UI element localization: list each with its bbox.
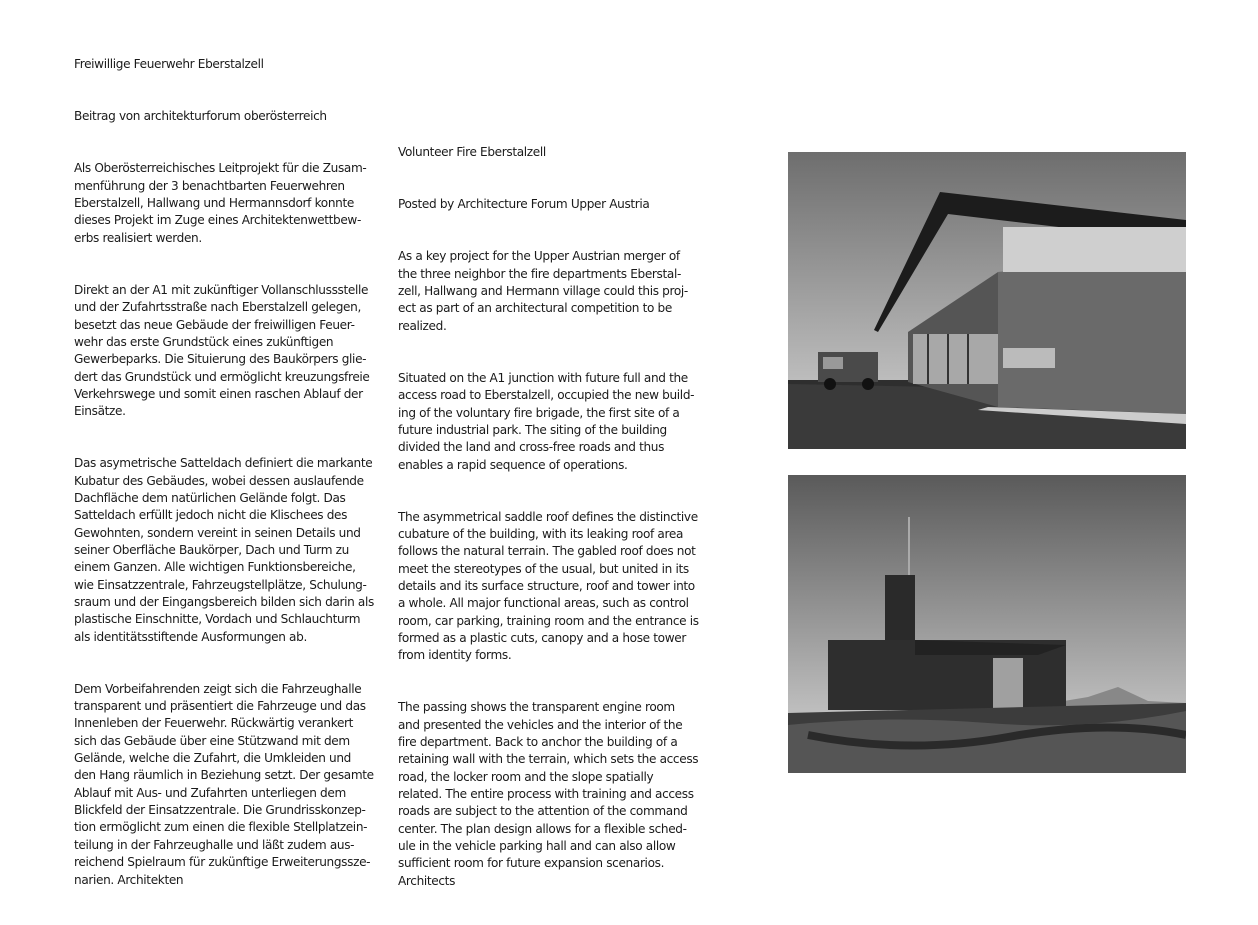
english-text-column bbox=[398, 127, 718, 925]
english-paragraph: The passing shows the transparent engine room and presented the vehicles and the interior of the fire department. Back to anchor the building of a retaining wall with the terrain, which sets the access road, the locker room and the slope spatially related. The entire process with training and access roads are subject to the attention of the command center. The plan design allows for a flexible sched- ule in the vehicle parking hall and can also allow sufficient room for future expansion scenarios. Architects bbox=[398, 700, 699, 888]
english-paragraph: Situated on the A1 junction with future full and the access road to Eberstalzell, occupied the new build- ing of the voluntary fire brigade, the first site of a future industrial park. The siting of the building divided the land and cross-free roads and thus enables a rapid sequence of operations. bbox=[398, 370, 695, 472]
german-byline: Beitrag von architekturforum oberösterreich bbox=[74, 109, 327, 124]
english-paragraph: The asymmetrical saddle roof defines the distinctive cubature of the building, with its leaking roof area follows the natural terrain. The gabled roof does not meet the stereotypes of the usual, but united in its details and its surface structure, roof and tower into a whole. All major functional areas, such as control room, car parking, training room and the entrance is formed as a plastic cuts, canopy and a hose tower from identity forms. bbox=[398, 509, 699, 663]
photo-fire-station-front bbox=[788, 152, 1186, 449]
photo-fire-station-tower bbox=[788, 475, 1186, 773]
english-title: Volunteer Fire Eberstalzell bbox=[398, 145, 546, 160]
german-paragraph: Das asymetrische Satteldach definiert die markante Kubatur des Gebäudes, wobei dessen auslaufende Dachfläche dem natürlichen Gelände folgt. Das Satteldach erfüllt jedoch nicht die Klischees des Gewohnten, sondern vereint in seinen Details und seiner Oberfläche Baukörper, Dach und Turm zu einem Ganzen. Alle wichtigen Funktionsbereiche, wie Einsatzzentrale, Fahrzeugstellplätze, Schulung- sraum und der Eingangsbereich bilden sich darin als plastische Einschnitte, Vordach und Schlauchturm als identitätsstiftende Ausformungen ab. bbox=[74, 456, 374, 644]
english-byline: Posted by Architecture Forum Upper Austria bbox=[398, 197, 650, 212]
english-paragraph: As a key project for the Upper Austrian merger of the three neighbor the fire departments Eberstal- zell, Hallwang and Hermann village could this proj- ect as part of an architectural competition to be realized. bbox=[398, 249, 688, 333]
german-paragraph: Als Oberösterreichisches Leitprojekt für die Zusam- menführung der 3 benachtbarten Feuerwehren Eberstalzell, Hallwang und Hermannsdorf konnte dieses Projekt im Zuge eines Architektenwettbew- erbs realisiert werden. bbox=[74, 161, 367, 245]
german-paragraph: Dem Vorbeifahrenden zeigt sich die Fahrzeughalle transparent und präsentiert die Fahrzeuge und das Innenleben der Feuerwehr. Rückwärtig verankert sich das Gebäude über eine Stützwand mit dem Gelände, welche die Zufahrt, die Umkleiden und den Hang räumlich in Beziehung setzt. Der gesamte Ablauf mit Aus- und Zufahrten unterliegen dem Blickfeld der Einsatzzentrale. Die Grundrisskonzep- tion ermöglicht zum einen die flexible Stellplatzein- teilung in der Fahrzeughalle und läßt zudem aus- reichend Spielraum für zukünftige Erweiterungssze- narien. Architekten bbox=[74, 681, 374, 887]
german-text-column bbox=[74, 39, 394, 924]
german-paragraph: Direkt an der A1 mit zukünftiger Vollanschlussstelle und der Zufahrtsstraße nach Eberstalzell gelegen, besetzt das neue Gebäude der freiwilligen Feuer- wehr das erste Grundstück eines zukünftigen Gewerbeparks. Die Situierung des Baukörpers glie- dert das Grundstück und ermöglicht kreuzungsfreie Verkehrswege und somit einen raschen Ablauf der Einsätze. bbox=[74, 282, 370, 419]
german-title: Freiwillige Feuerwehr Eberstalzell bbox=[74, 57, 264, 72]
